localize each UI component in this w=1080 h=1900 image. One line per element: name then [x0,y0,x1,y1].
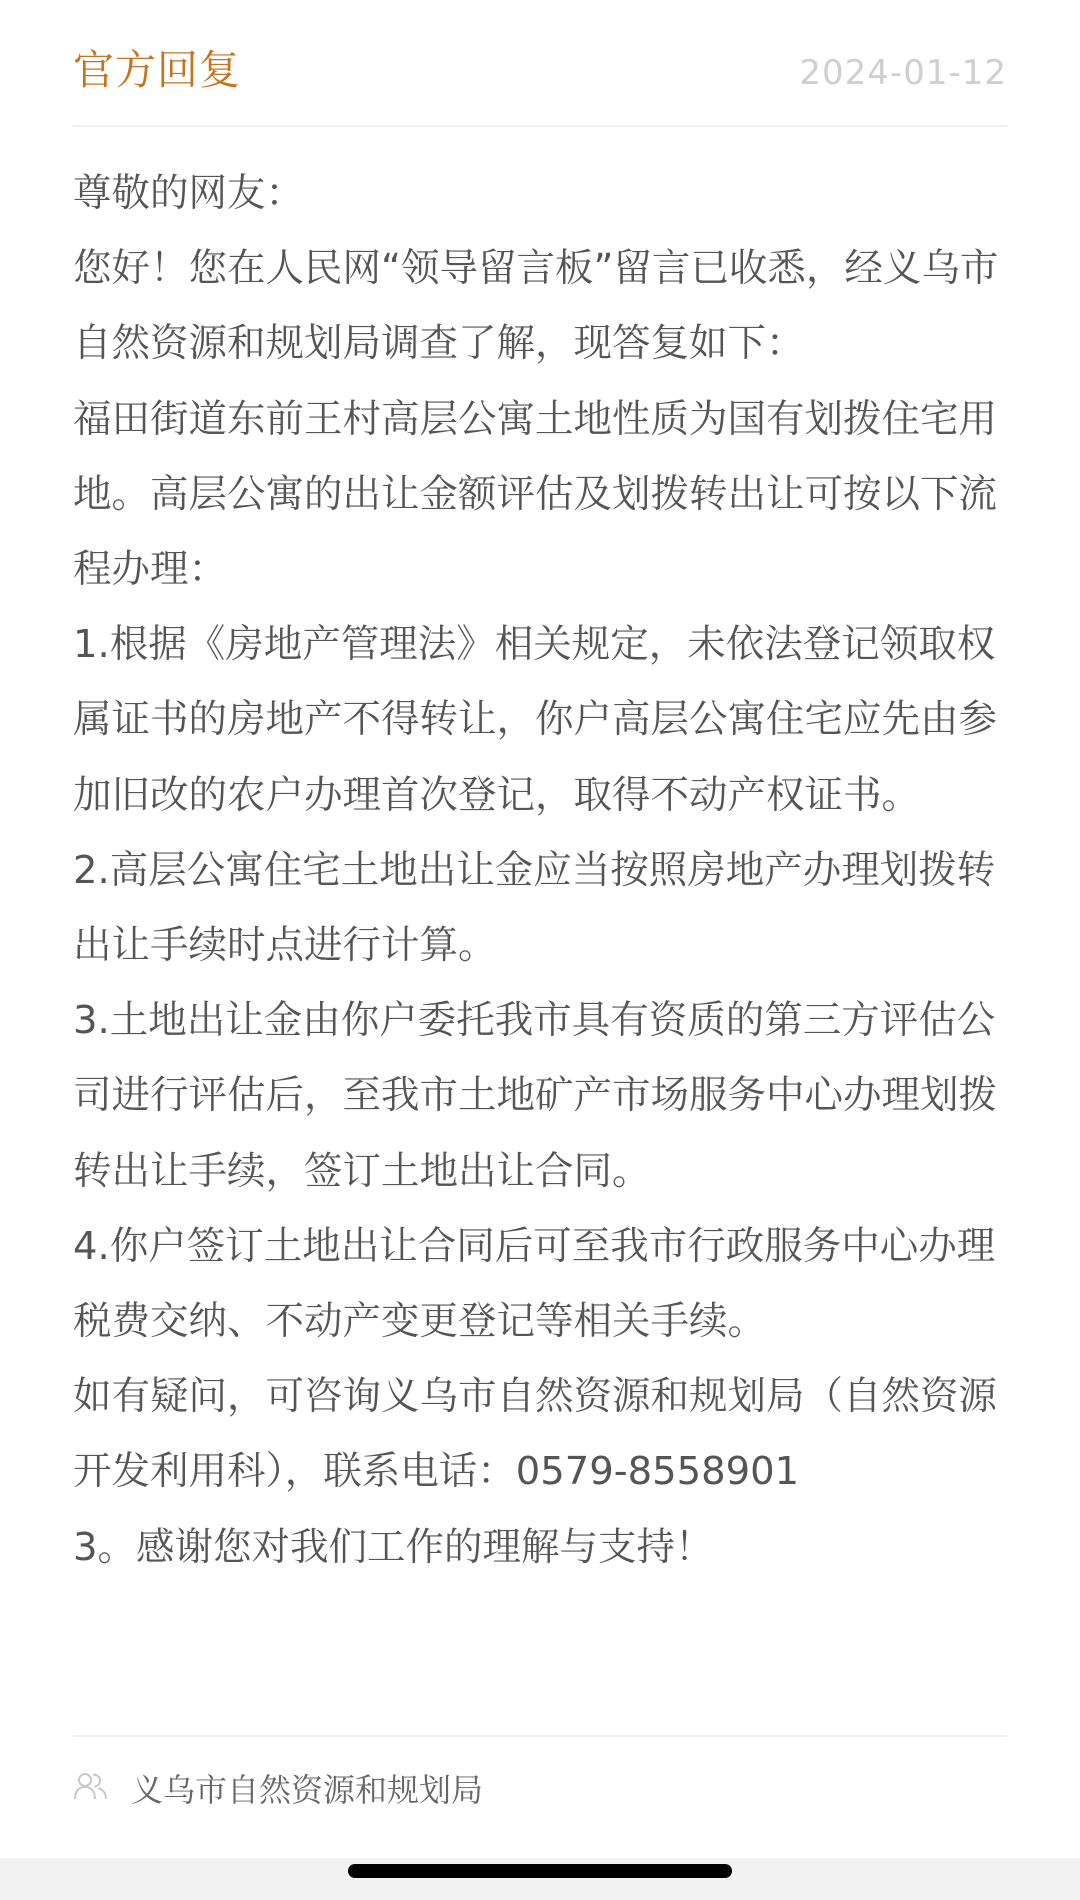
author-footer [73,1735,1007,1840]
reply-paragraph: 福田街道东前王村高层公寓土地性质为国有划拨住宅用地。高层公寓的出让金额评估及划拨转出让可按以下流程办理： [73,396,998,593]
reply-paragraph: 尊敬的网友： [73,171,305,216]
home-indicator[interactable] [348,1864,732,1878]
reply-paragraph: 2.高层公寓住宅土地出让金应当按照房地产办理划拨转出让手续时点进行计算。 [73,847,996,969]
reply-paragraph: 1.根据《房地产管理法》相关规定，未依法登记领取权属证书的房地产不得转让，你户高层公寓住宅应先由参加旧改的农户办理首次登记，取得不动产权证书。 [73,622,998,818]
reply-paragraph: 如有疑问，可咨询义乌市自然资源和规划局（自然资源开发利用科），联系电话：0579-8558901 [73,1374,998,1495]
reply-header [73,35,1007,127]
page-title: 官方回复 [73,46,241,94]
author-name: 义乌市自然资源和规划局 [131,1771,484,1809]
reply-paragraph: 您好！您在人民网“领导留言板”留言已收悉，经义乌市自然资源和规划局调查了解，现答复如下： [73,246,999,367]
user-group-icon [73,1771,109,1801]
reply-paragraph: 3.土地出让金由你户委托我市具有资质的第三方评估公司进行评估后，至我市土地矿产市场服务中心办理划拨转出让手续，签订土地出让合同。 [73,998,998,1194]
reply-date: 2024-01-12 [799,53,1007,93]
reply-content [73,156,1010,1585]
reply-paragraph: 3。感谢您对我们工作的理解与支持！ [73,1524,714,1570]
reply-paragraph: 4.你户签订土地出让合同后可至我市行政服务中心办理税费交纳、不动产变更登记等相关手续。 [73,1223,996,1345]
